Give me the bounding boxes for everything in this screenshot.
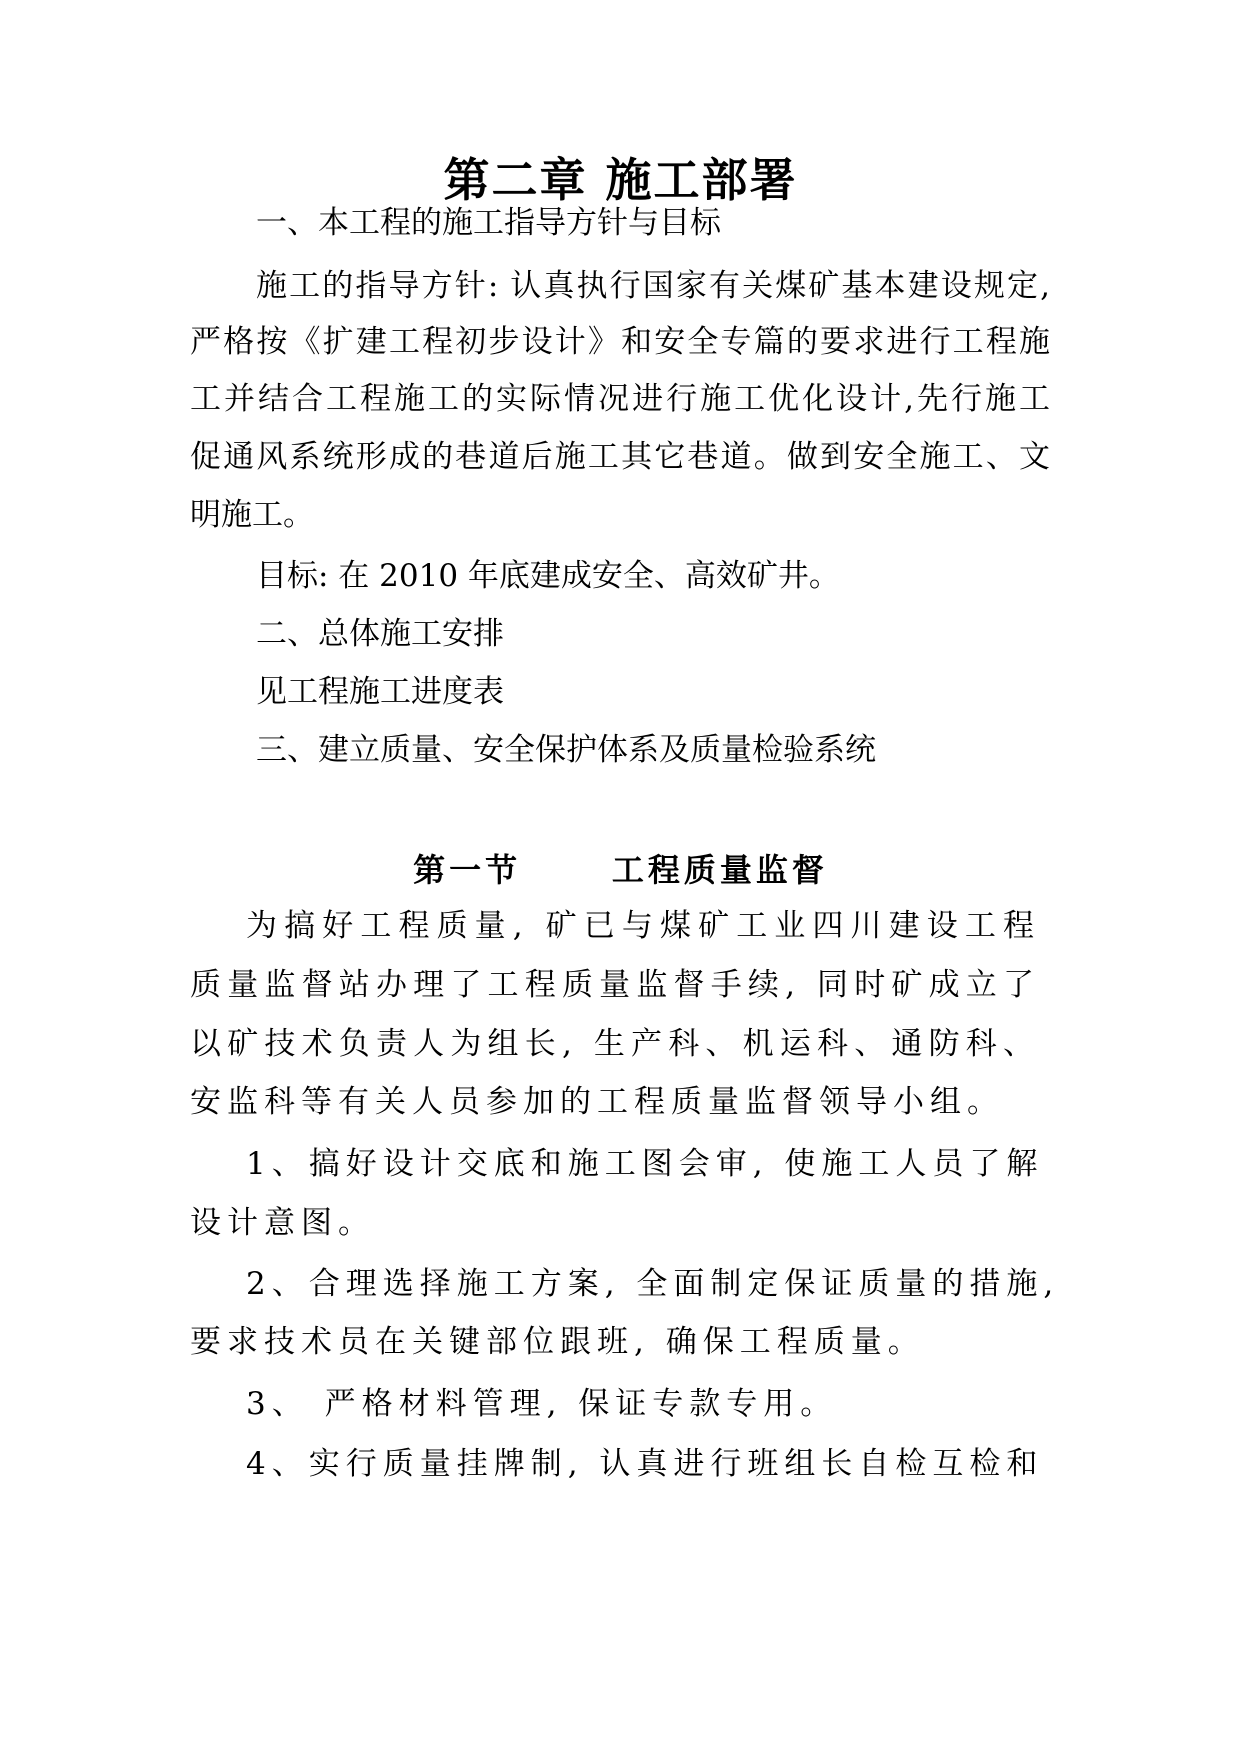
schedule-reference: 见工程施工进度表: [256, 674, 504, 710]
section-title: 第一节 工程质量监督: [413, 851, 828, 889]
heading-3: 三、建立质量、安全保护体系及质量检验系统: [256, 732, 876, 768]
goal-paragraph: 目标: 在 2010 年底建成安全、高效矿井。: [256, 558, 840, 594]
paragraph-line: 促通风系统形成的巷道后施工其它巷道。做到安全施工、文: [190, 439, 1050, 475]
paragraph-line: 安监科等有关人员参加的工程质量监督领导小组。: [190, 1084, 1004, 1120]
list-item-1: 1、搞好设计交底和施工图会审, 使施工人员了解: [246, 1146, 1044, 1182]
list-item-3: 3、 严格材料管理, 保证专款专用。: [246, 1386, 838, 1422]
list-item-4: 4、实行质量挂牌制, 认真进行班组长自检互检和: [246, 1446, 1044, 1482]
list-item-1-cont: 设计意图。: [190, 1205, 375, 1241]
paragraph-line: 工并结合工程施工的实际情况进行施工优化设计,先行施工: [190, 381, 1050, 417]
paragraph-line: 严格按《扩建工程初步设计》和安全专篇的要求进行工程施: [190, 324, 1050, 360]
list-item-2: 2、合理选择施工方案, 全面制定保证质量的措施,: [246, 1266, 1060, 1302]
paragraph-line: 施工的指导方针: 认真执行国家有关煤矿基本建设规定,: [256, 268, 1050, 304]
paragraph-line: 质量监督站办理了工程质量监督手续, 同时矿成立了: [190, 967, 1040, 1003]
paragraph-line: 明施工。: [190, 497, 314, 533]
heading-2: 二、总体施工安排: [256, 616, 504, 652]
chapter-title: 第二章 施工部署: [443, 153, 798, 207]
paragraph-line: 以矿技术负责人为组长, 生产科、机运科、通防科、: [190, 1026, 1040, 1062]
paragraph-line: 为搞好工程质量, 矿已与煤矿工业四川建设工程: [246, 908, 1040, 944]
heading-1: 一、本工程的施工指导方针与目标: [256, 205, 721, 241]
list-item-2-cont: 要求技术员在关键部位跟班, 确保工程质量。: [190, 1324, 925, 1360]
